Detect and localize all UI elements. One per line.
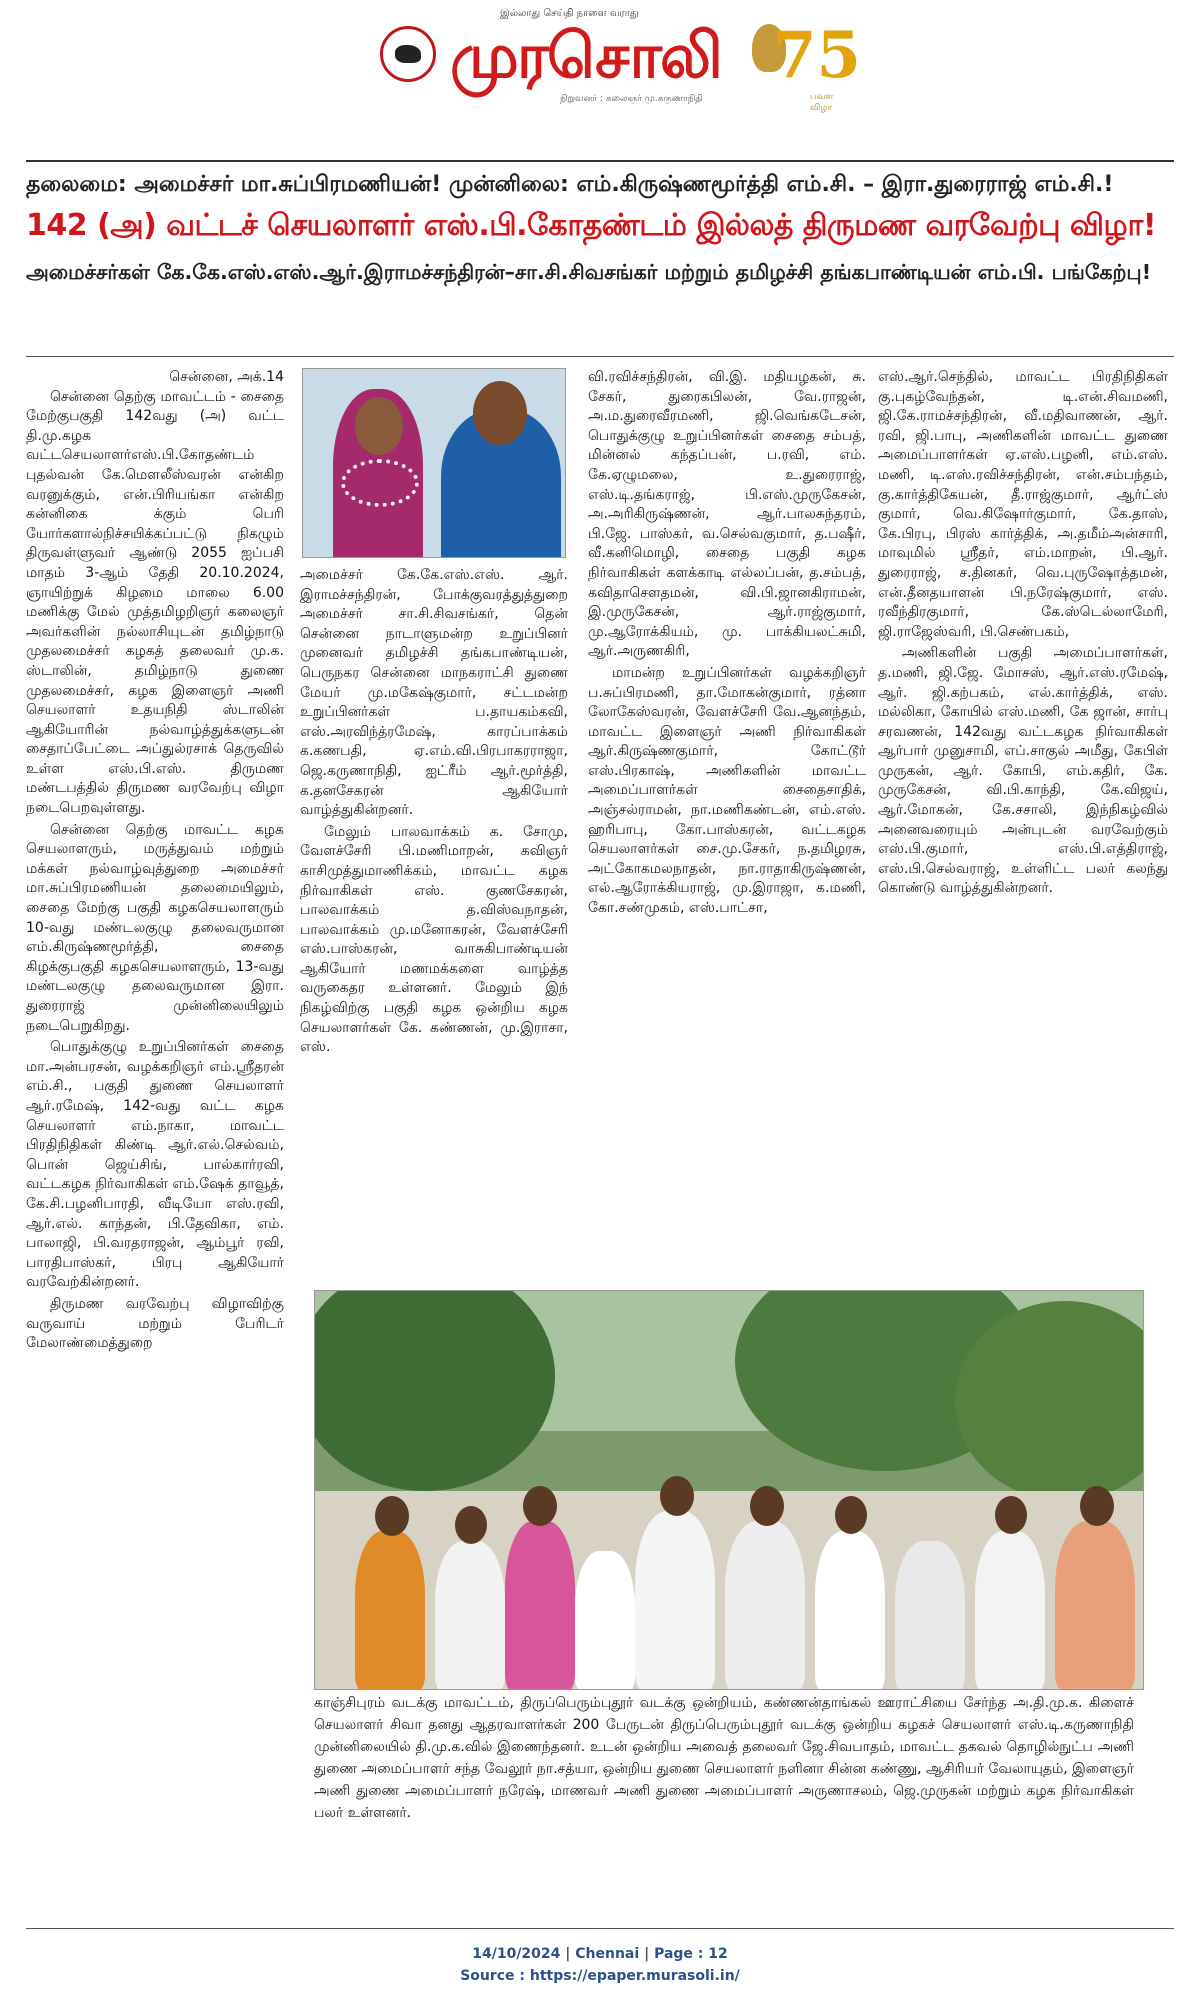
photo-figure: [435, 1541, 505, 1690]
masthead: [380, 8, 862, 118]
photo-figure: [1080, 1486, 1114, 1526]
divider: [26, 356, 1174, 357]
paragraph: சென்னை தெற்கு மாவட்ட கழக செயலாளரும், மருத்துவம் மற்றும் மக்கள் நல்வாழ்வுத்துறை அமைச்சர் மா.சுப்பிரமணியன் தலைமையிலும், சைதை மேற்கு பகுதி கழகசெயலாளரும் 10-வது மண்டலகுழு தலைவருமான எம்.கிருஷ்ணமூர்த்தி, சைதை கிழக்குபகுதி கழகசெயலாளரும், 13-வது மண்டலகுழு தலைவருமான இரா. துரைராஜ் முன்னிலையிலும் நடைபெறுகிறது.: [26, 821, 284, 1034]
paragraph: அமைச்சர் கே.கே.எஸ்.எஸ். ஆர். இராமச்சந்திரன், போக்குவரத்துத்துறை அமைச்சர் சா.சி.சிவசங்கர், தென் சென்னை நாடாளுமன்ற உறுப்பினர் முனைவர் தமிழச்சி தங்கபாண்டியன், பெருநகர சென்னை மாநகராட்சி துணை மேயர் மு.மகேஷ்குமார், சட்டமன்ற உறுப்பினர்கள் ப.தாயகம்கவி, எஸ்.அரவிந்த்ரமேஷ், காரப்பாக்கம் க.கணபதி, ஏ.எம்.வி.பிரபாகரராஜா, ஜெ.கருணாநிதி, ஐட்ரீம் ஆர்.மூர்த்தி, க.தனசேகரன் ஆகியோர் வாழ்த்துகின்றனர்.: [300, 567, 568, 819]
masthead-tagline: இல்லாது செய்தி நாளை வராது: [500, 8, 639, 19]
photo-figure: [355, 1531, 425, 1690]
footer-page: Page : 12: [654, 1946, 728, 1962]
event-photo-caption: காஞ்சிபுரம் வடக்கு மாவட்டம், திருப்பெரும்புதூர் வடக்கு ஒன்றியம், கண்ணன்தாங்கல் ஊராட்சியை சேர்ந்த அ.தி.மு.க. கிளைச் செயலாளர் சிவா தனது ஆதரவாளர்கள் 200 பேருடன் திருப்பெரும்புதூர் வடக்கு ஒன்றிய கழகச் செயலாளர் எஸ்.டி.கருணாநிதி முன்னிலையில் தி.மு.க.வில் இணைந்தனர். உடன் ஒன்றிய அவைத் தலைவர் ஜே.சிவபாதம், மாவட்ட தகவல் தொழில்நுட்ப அணி துணை அமைப்பாளர் சந்த வேலூர் நா.சத்யா, ஒன்றிய துணை செயலாளர் நளினா சின்ன கண்ணு, ஆசிரியர் வேலாயுதம், இளைஞர் அணி துணை அமைப்பாளர் நரேஷ், மாணவர் அணி துணை அமைப்பாளர் அருணாசலம், ஜெ.முருகன் மற்றும் கழக நிர்வாகிகள் பலர் உள்ளனர்.: [314, 1695, 1134, 1821]
emblem-icon: [380, 26, 436, 82]
photo-garland: [341, 459, 419, 507]
photo-figure: [895, 1541, 965, 1690]
photo-figure: [455, 1506, 487, 1544]
article-column-4: [878, 368, 1168, 901]
photo-figure: [660, 1476, 694, 1516]
footer-city: Chennai: [575, 1946, 640, 1962]
paragraph: மாமன்ற உறுப்பினர்கள் வழக்கறிஞர் ப.சுப்பிரமணி, தா.மோகன்குமார், ரத்னா லோகேஸ்வரன், வேளச்சேரி வே.ஆனந்தம், மாவட்ட இளைஞர் அணி நிர்வாகிகள் ஆர்.கிருஷ்ணகுமார், கோட்டூர் எஸ்.பிரகாஷ், அணிகளின் மாவட்ட அமைப்பாளர்கள் சைதைசாதிக், அஞ்சல்ராமன், நா.மணிகண்டன், எம்.எஸ். ஹரிபாபு, கோ.பாஸ்கரன், வட்டகழக செயலாளர்கள் சை.மு.சேகர், ந.தமிழரசு, அட்கோகமலநாதன், நா.ராதாகிருஷ்ணன், எல்.ஆரோக்கியராஜ், மு.இராஜா, க.மணி, கோ.சண்முகம், எஸ்.பாட்சா,: [588, 664, 866, 917]
anniversary-text: பவள விழா: [810, 92, 834, 113]
paragraph: அணிகளின் பகுதி அமைப்பாளர்கள், த.மணி, ஜி.ஜே. மோசஸ், ஆர்.எஸ்.ரமேஷ், ஆர். ஜி.கற்பகம், எல்.கார்த்திக், எஸ். மல்லிகா, கோயில் எஸ்.மணி, கே ஜான், சார்பு சரவணன், 142வது வட்டகழக நிர்வாகிகள் ஆர்பார் முனுசாமி, எப்.சாகுல் அமீது, கேபிள் முருகன், ஆர். கோபி, எம்.கதிர், கே. முருகேசன், வி.பி.காந்தி, கே.விஜய், ஆர்.மோகன், கே.சசாலி, இந்நிகழ்வில் அனைவரையும் அன்புடன் வரவேற்கும் எஸ்.பி.குமார், எஸ்.பி.எத்திராஜ், எஸ்.பி.செல்வராஜ், உள்ளிட்ட பலர் கலந்து கொண்டு வாழ்த்துகின்றனர்.: [878, 645, 1168, 897]
photo-figure: [725, 1521, 805, 1690]
footer-meta: 14/10/2024 | Chennai | Page : 12: [472, 1946, 728, 1962]
paragraph: பொதுக்குழு உறுப்பினர்கள் சைதை மா.அன்பரசன், வழக்கறிஞர் எம்.ஸ்ரீதரன் எம்.சி., பகுதி துணை செயலாளர் ஆர்.ரமேஷ், 142-வது வட்ட கழக செயலாளர் எம்.நாகா, மாவட்ட பிரதிநிதிகள் கிண்டி ஆர்.எல்.செல்வம், பொன் ஜெய்சிங், பால்கார்ரவி, வட்டகழக நிர்வாகிகள் எம்.ஷேக் தாவூத், கே.சி.பழனிபாரதி, வீடியோ எஸ்.ரவி, ஆர்.எல். காந்தன், பி.தேவிகா, எம். பாலாஜி, பி.வரதராஜன், ஆம்பூர் ரவி, பாரதிபாஸ்கர், பிரபு ஆகியோர் வரவேற்கின்றனர்.: [26, 1039, 284, 1291]
footer-date: 14/10/2024: [472, 1946, 561, 1962]
anniversary-number: 75: [772, 18, 862, 93]
paragraph: எஸ்.ஆர்.செந்தில், மாவட்ட பிரதிநிதிகள் கு.புகழ்வேந்தன், டி.என்.சிவமணி, ஜி.கே.ராமச்சந்திரன், வீ.மதிவாணன், ஆர். ரவி, ஜி.பாபு, அணிகளின் மாவட்ட துணை அமைப்பாளர்கள் ஏ.எஸ்.பழனி, எம்.எஸ். மணி, டி.எஸ்.ரவிச்சந்திரன், என்.சம்பந்தம், கு.கார்த்திகேயன், தீ.ராஜ்குமார், ஆர்ட்ஸ் குமார், வெ.கிஷோர்குமார், கே.தாஸ், கே.பிரபு, பிரஸ் கார்த்திக், அ.தமீம்அன்சாரி, மாவுமில் ஸ்ரீதர், எம்.மாறன், பி.ஆர். துரைராஜ், ச.தினகர், வெ.புருஷோத்தமன், என்.தீனதயாளன் பி.நரேஷ்குமார், எஸ். ரவீந்திரகுமார், கே.ஸ்டெல்லாமேரி, ஜி.ராஜேஸ்வரி, பி.செண்பகம்,: [878, 369, 1168, 640]
photo-figure: [635, 1511, 715, 1690]
photo-figure: [523, 1486, 557, 1526]
anniversary-badge: [752, 10, 862, 113]
photo-figure: [995, 1496, 1027, 1534]
divider: [26, 160, 1174, 162]
paragraph: வி.ரவிச்சந்திரன், வி.இ. மதியழகன், சு. சேகர், துரைகபிலன், வே.ராஜன், அ.ம.துரைவீரமணி, ஜி.வெங்கடேசன், பொதுக்குழு உறுப்பினர்கள் சைதை சம்பத், மின்னல் கந்தப்பன், ப.ரவி, எம். கே.ஏழுமலை, உ.துரைராஜ், எஸ்.டி.தங்கராஜ், பி.எஸ்.முருகேசன், அ.அரிகிருஷ்ணன், ஆர்.பாலசுந்தரம், பி.ஜே. பாஸ்கர், வ.செல்வகுமார், த.பஷீர், வீ.கனிமொழி, சைதை பகுதி கழக நிர்வாகிகள் களக்காடி எல்லப்பன், த.சம்பத், கவிதாசௌதமன், வி.பி.ஜானகிராமன், இ.முருகேசன், ஆர்.ராஜ்குமார், மு.ஆரோக்கியம், மு. பாக்கியலட்சுமி, ஆர்.அருணகிரி,: [588, 369, 866, 660]
photo-figure: [975, 1531, 1045, 1690]
headline-top: தலைமை: அமைச்சர் மா.சுப்பிரமணியன்! முன்னிலை: எம்.கிருஷ்ணமூர்த்தி எம்.சி. – இரா.துரைராஜ் எம்.சி.!: [26, 172, 1114, 197]
photo-figure: [1055, 1521, 1135, 1690]
logo-subtitle: நிறுவனர் : கலைஞர் மு.கருணாநிதி: [560, 94, 703, 104]
photo-figure: [355, 397, 403, 455]
event-photo: [314, 1290, 1144, 1690]
couple-photo: [302, 368, 566, 558]
photo-tree: [314, 1290, 555, 1491]
paragraph: மேலும் பாலவாக்கம் க. சோமு, வேளச்சேரி பி.மணிமாறன், கவிஞர் காசிமுத்துமாணிக்கம், மாவட்ட கழக நிர்வாகிகள் எஸ். குணசேகரன், பாலவாக்கம் த.விஸ்வநாதன், பாலவாக்கம் மு.மனோகரன், வேளச்சேரி எஸ்.பாஸ்கரன், வாசுகிபாண்டியன் ஆகியோர் மணமக்களை வாழ்த்த வருகைதர உள்ளனர். மேலும் இந் நிகழ்விற்கு பகுதி கழக ஒன்றிய கழக செயலாளர்கள் கே. கண்ணன், மு.இராசா, எஸ்.: [300, 823, 568, 1056]
headline-main: 142 (அ) வட்டச் செயலாளர் எஸ்.பி.கோதண்டம் இல்லத் திருமண வரவேற்பு விழா!: [26, 208, 1157, 243]
paragraph: சென்னை தெற்கு மாவட்டம் - சைதை மேற்குபகுதி 142வது (அ) வட்ட தி.மு.கழக வட்டசெயலாளர்எஸ்.பி.கோதண்டம் புதல்வன் கே.மௌலீஸ்வரன் என்கிற வரனுக்கும், என்.பிரியங்கா என்கிற கன்னிகை க்கும் பெரி யோர்களால்நிச்சயிக்கப்பட்டு நிகழும் திருவள்ளுவர் ஆண்டு 2055 ஐப்பசி மாதம் 3-ஆம் தேதி 20.10.2024, ஞாயிற்றுக் கிழமை மாலை 6.00 மணிக்கு மேல் முத்தமிழறிஞர் கலைஞர் அவர்களின் நல்லாசியுடன் தமிழ்நாடு முதலமைச்சர் கழகத் தலைவர் மு.க. ஸ்டாலின், தமிழ்நாடு துணை முதலமைச்சர், கழக இளைஞர் அணி செயலாளர் உதயநிதி ஸ்டாலின் ஆகியோரின் நல்வாழ்த்துக்களுடன் சைதாப்பேட்டை அப்துல்ரசாக் தெருவில் உள்ள எஸ்.பி.எஸ். திருமண மண்டபத்தில் திருமண வரவேற்பு விழா நடைபெறவுள்ளது.: [26, 388, 284, 817]
photo-figure: [505, 1521, 575, 1690]
newspaper-logo: முரசொலி: [450, 19, 721, 92]
footer-source[interactable]: Source : https://epaper.murasoli.in/: [460, 1968, 740, 1984]
article-column-2: [300, 566, 568, 1060]
paragraph: திருமண வரவேற்பு விழாவிற்கு வருவாய் மற்றும் பேரிடர் மேலாண்மைத்துறை: [26, 1295, 284, 1352]
photo-figure: [835, 1496, 867, 1534]
dateline: சென்னை, அக்.14: [169, 369, 284, 385]
divider: [26, 1928, 1174, 1929]
photo-figure: [575, 1551, 635, 1690]
photo-figure: [375, 1496, 409, 1536]
headline-sub: அமைச்சர்கள் கே.கே.எஸ்.எஸ்.ஆர்.இராமச்சந்திரன்–சா.சி.சிவசங்கர் மற்றும் தமிழச்சி தங்கபாண்டியன் எம்.பி. பங்கேற்பு!: [26, 260, 1152, 284]
article-column-3: [588, 368, 866, 921]
article-column-1: [26, 368, 284, 1356]
photo-figure: [473, 381, 527, 445]
photo-figure: [750, 1486, 784, 1526]
photo-figure: [815, 1531, 885, 1690]
